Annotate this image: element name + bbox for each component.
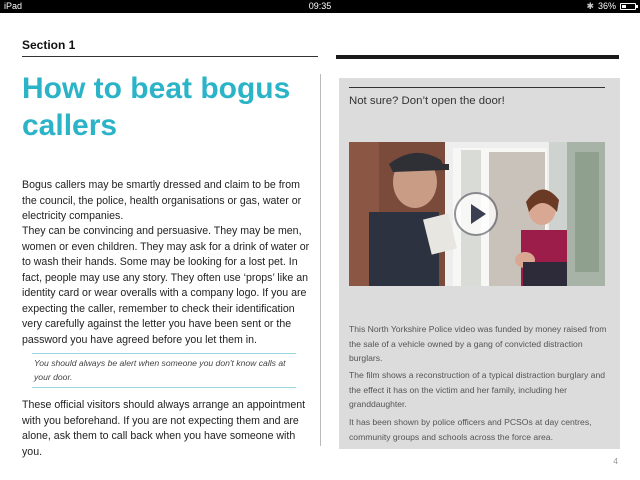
sidebar-paragraph-2: The film shows a reconstruction of a typical distraction burglary and the effect it has on the victim and her family, including her granddaughter. [349,370,606,409]
status-indicators [586,0,636,13]
header-rule [22,56,318,57]
device-name: iPad [4,1,23,11]
video-player[interactable] [349,142,605,286]
sidebar-heading: Not sure? Don’t open the door! [349,95,505,107]
column-divider [320,74,321,446]
pull-quote: You should always be alert when someone you don't know calls at your door. [32,353,296,388]
article-paragraph-1: Bogus callers may be smartly dressed and claim to be from the council, the police, health organisations or gas, water or electricity companies. [22,179,302,222]
status-bar [0,0,640,13]
article-paragraph-2: They can be convincing and persuasive. They may be men, women or even children. They may ask for a drink of water or to wash their hands. Some may be looking for a lost pet. In fact, people may use any story. They often use ‘props’ like an identity card or wear overalls with a company logo. If you are expecting the caller, remember to check their identification very carefully against the letter you have been sent or the password you have agreed before you let them in. [22,225,310,346]
battery-icon [620,3,636,10]
sidebar-rule [349,87,605,88]
clock: 09:35 [308,1,332,11]
page-number: 4 [613,456,618,466]
bluetooth-icon: ✱ [586,1,594,11]
article-paragraph-3: These official visitors should always arrange an appointment with you beforehand. If you are not expecting them and are alone, ask them to call back when you have someone with you. [22,399,306,458]
play-button[interactable] [456,194,496,234]
sidebar-paragraph-1: This North Yorkshire Police video was funded by money raised from the sale of a vehicle owned by a gang of convicted distraction burglars. [349,324,607,363]
section-label: Section 1 [22,38,76,52]
battery-percent: 36% [597,1,616,11]
sidebar-paragraph-3: It has been shown by police officers and PCSOs at day centres, community groups and schools across the force area. [349,417,592,442]
page-title: How to beat bogus callers [22,72,291,142]
sidebar-header-rule [336,55,619,59]
